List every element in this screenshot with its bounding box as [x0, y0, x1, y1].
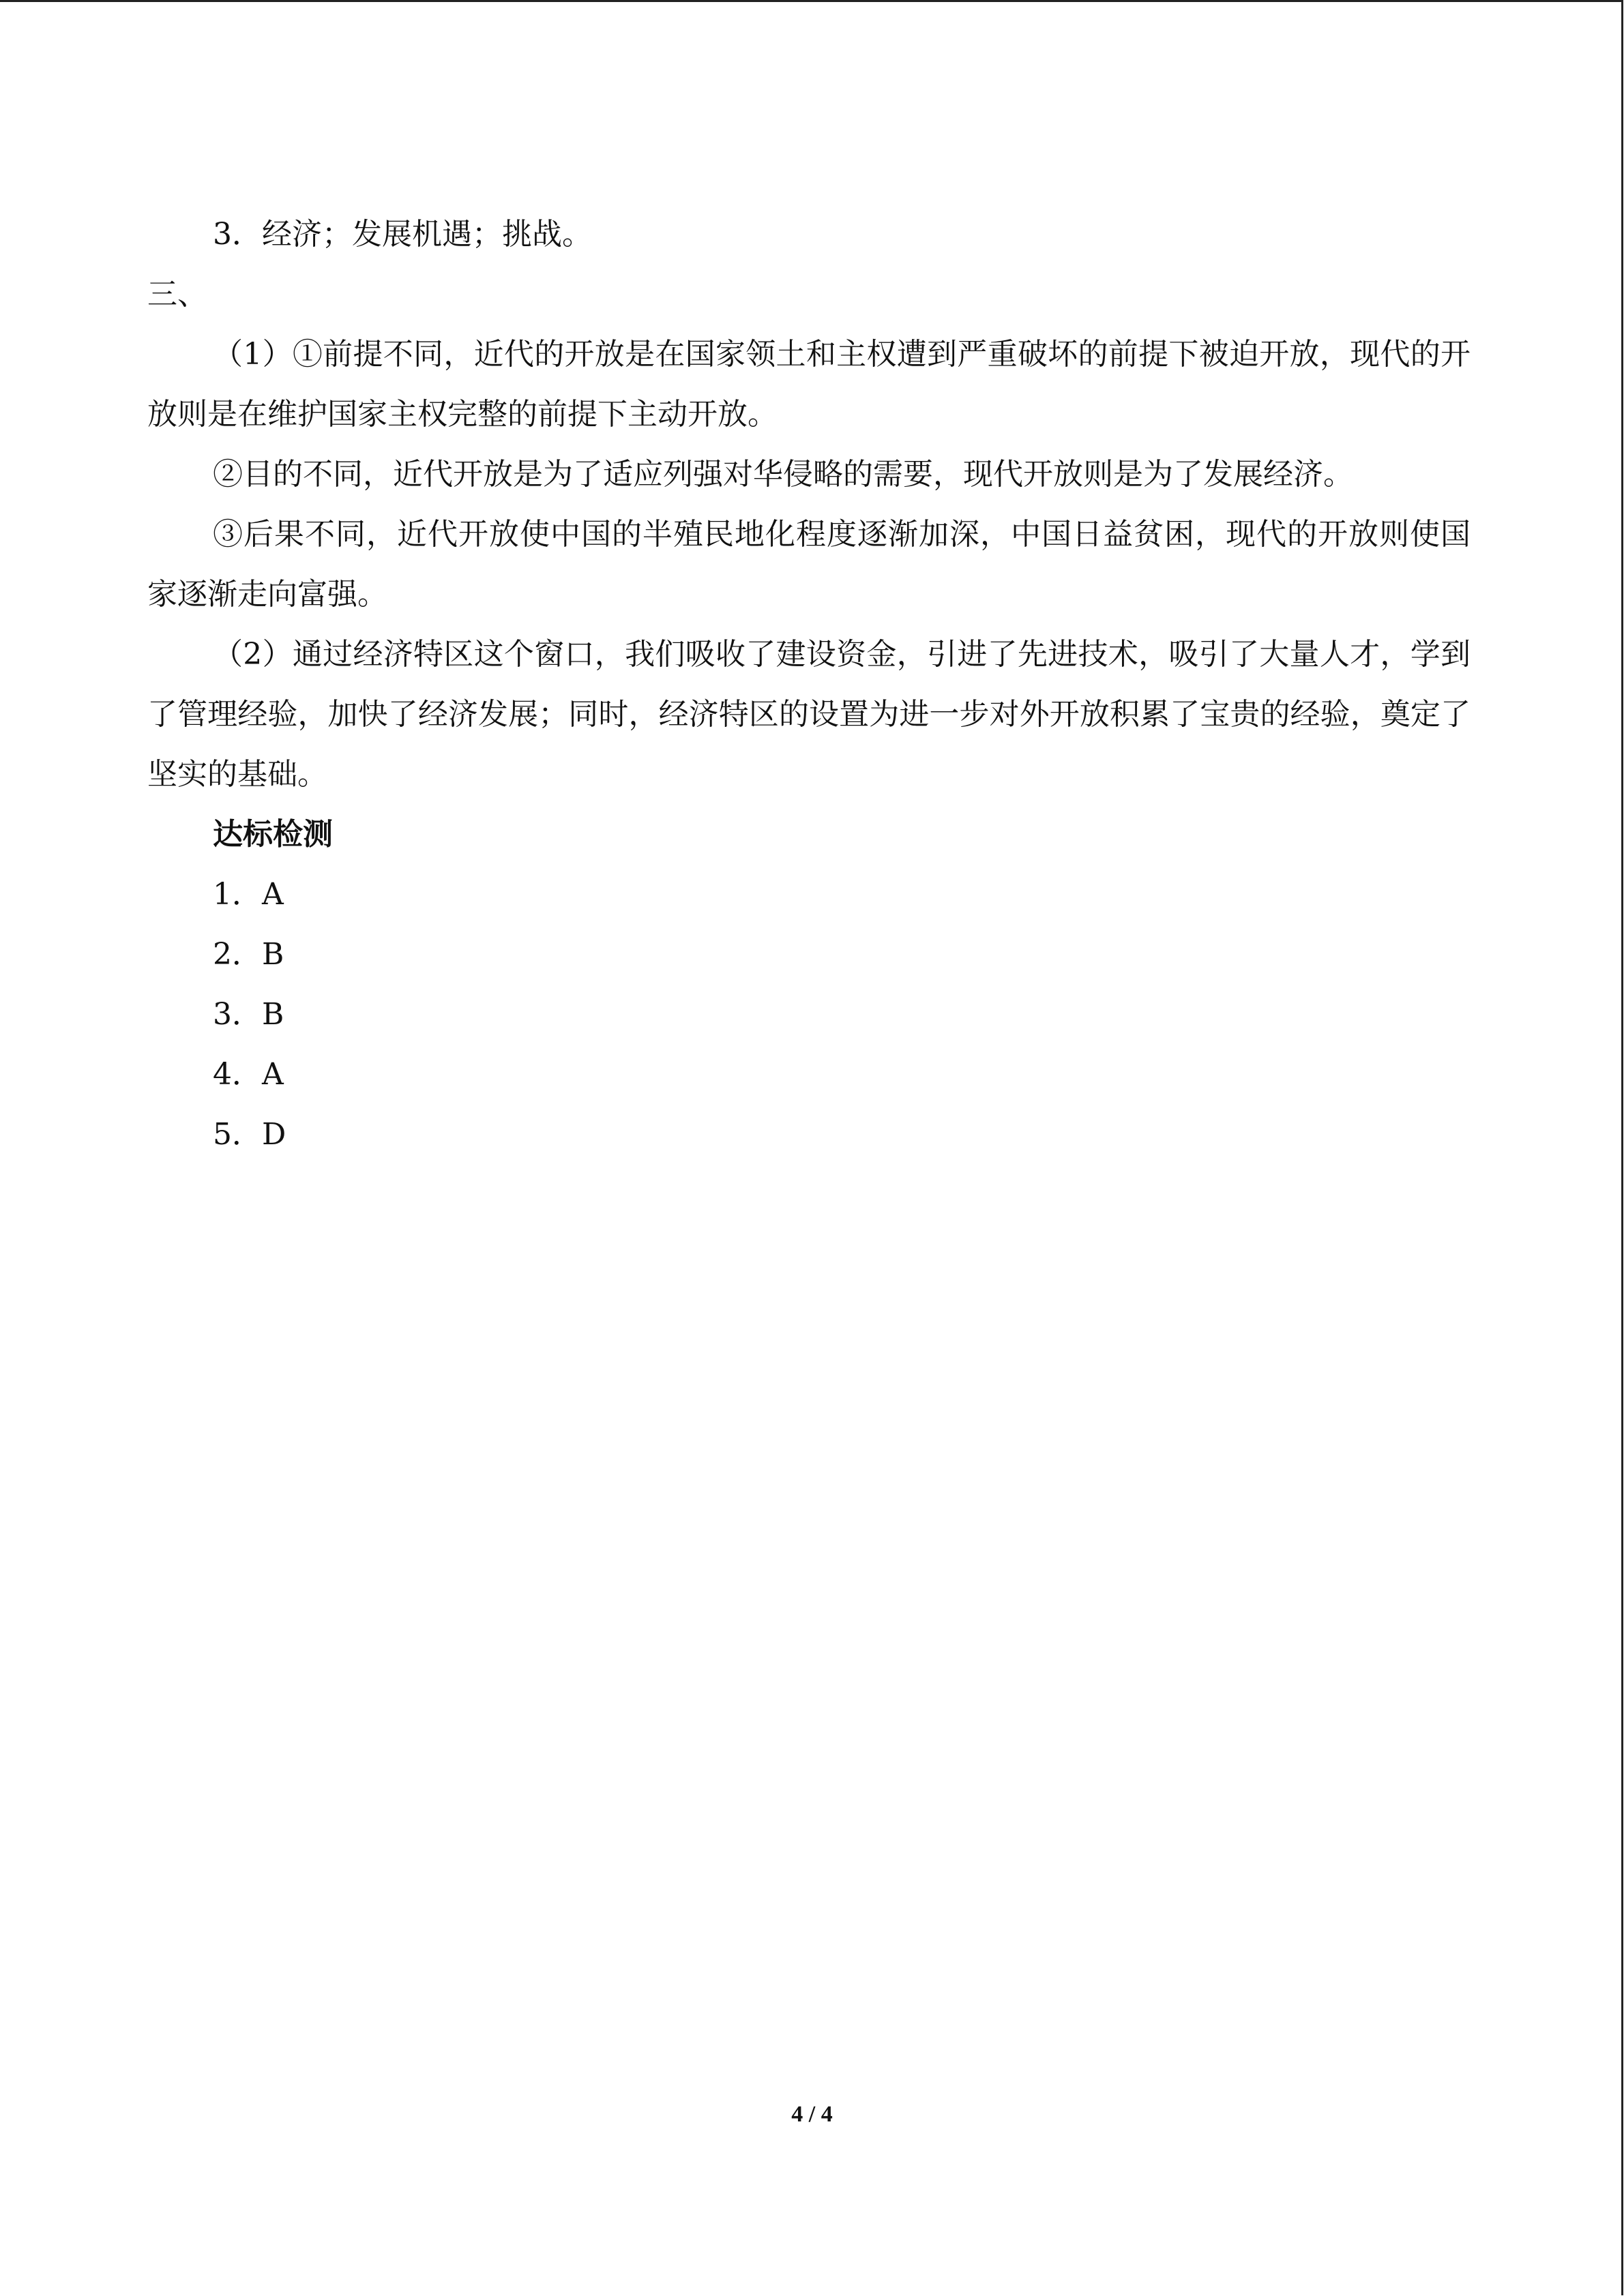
paragraph-q1-intro: （1）①前提不同，近代的开放是在国家领土和主权遭到严重破坏的前提下被迫开放，现代的开放则是在维护国家主权完整的前提下主动开放。 — [147, 337, 1471, 432]
answer-list-item: 2．B — [213, 937, 284, 972]
section-heading-test: 达标检测 — [213, 817, 333, 852]
section-heading-three: 三、 — [147, 277, 207, 312]
paragraph-q2: （2）通过经济特区这个窗口，我们吸收了建设资金，引进了先进技术，吸引了大量人才，学到了管理经验，加快了经济发展；同时，经济特区的设置为进一步对外开放积累了宝贵的经验，奠定了坚实的基础。 — [147, 637, 1471, 792]
answer-list-item: 4．A — [213, 1057, 284, 1092]
paragraph-q1-point3: ③后果不同，近代开放使中国的半殖民地化程度逐渐加深，中国日益贫困，现代的开放则使国家逐渐走向富强。 — [147, 517, 1471, 612]
answer-list-item: 5．D — [213, 1117, 286, 1152]
answer-list-item: 3．B — [213, 997, 284, 1032]
answer-list-item: 1．A — [213, 877, 284, 912]
document-body — [147, 205, 1471, 1165]
answer-item-3: 3．经济；发展机遇；挑战。 — [213, 217, 592, 252]
paragraph-q1-point2: ②目的不同，近代开放是为了适应列强对华侵略的需要，现代开放则是为了发展经济。 — [213, 457, 1353, 492]
page-number: 4 / 4 — [791, 2102, 833, 2127]
